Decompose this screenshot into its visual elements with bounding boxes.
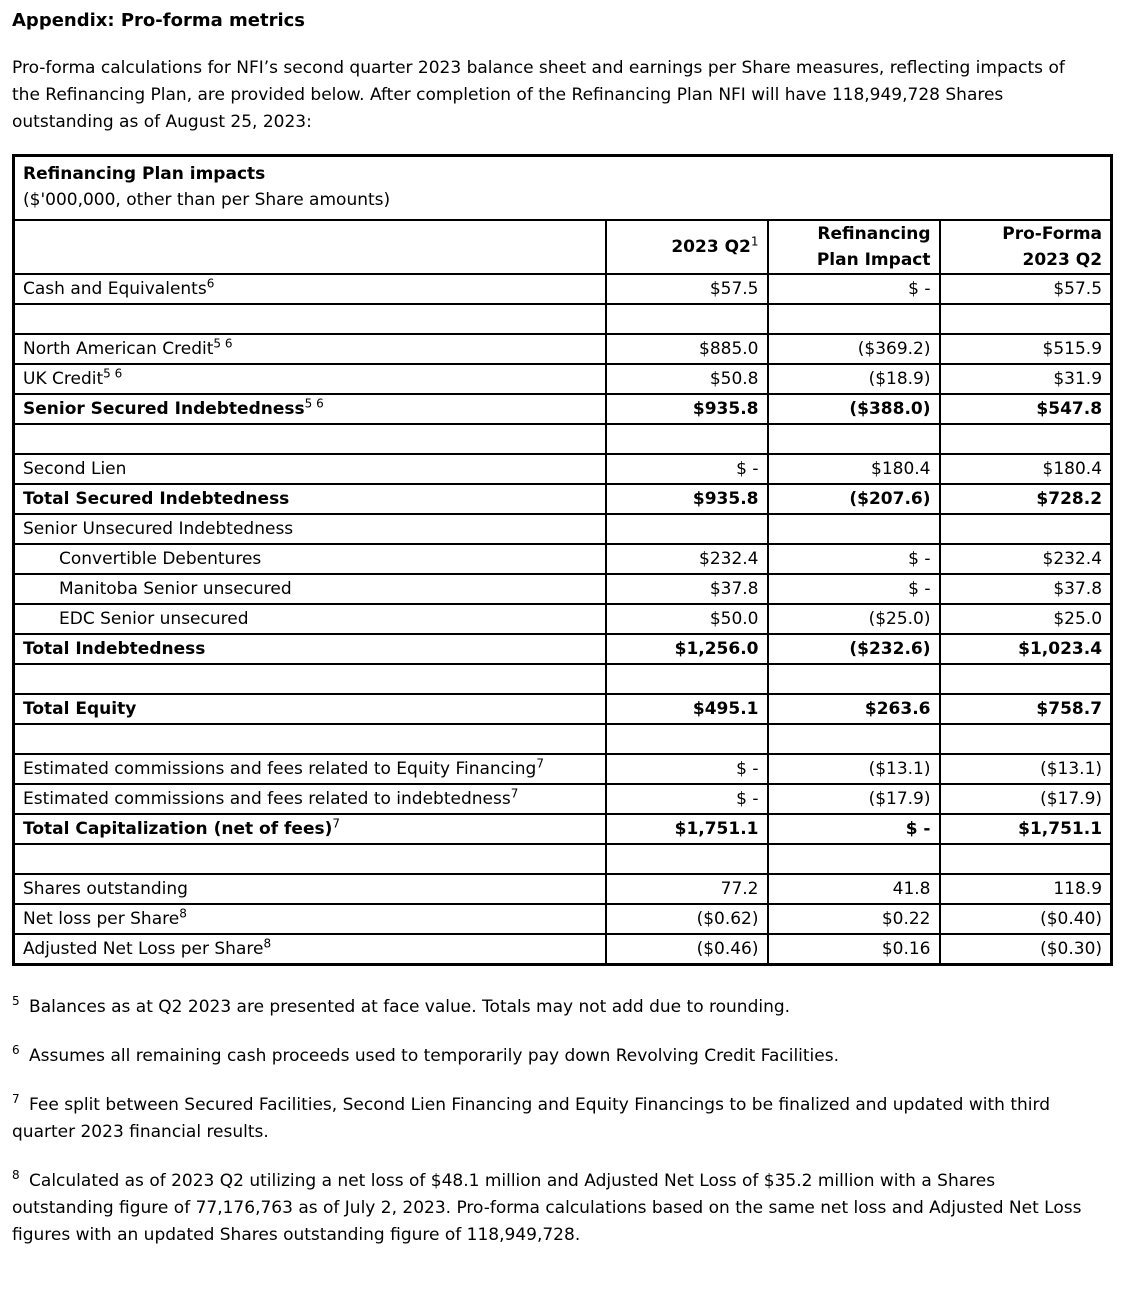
cell-2023-q2: $935.8 (606, 484, 768, 514)
cell-pro-forma: ($17.9) (940, 784, 1112, 814)
cell-2023-q2 (606, 304, 768, 334)
footnote-ref: 6 (206, 276, 215, 291)
cell-pro-forma: $758.7 (940, 694, 1112, 724)
table-row (14, 514, 1112, 544)
column-header-label: Refinancing (817, 224, 931, 244)
table-row (14, 634, 1112, 664)
column-header-label-line2: Plan Impact (816, 250, 931, 270)
footnote-number: 7 (12, 1091, 20, 1106)
row-label-text: Second Lien (23, 459, 127, 479)
footnote-ref: 5 6 (103, 366, 123, 381)
footnote: $^5$ Balances as at Q2 2023 are presented at face value. Totals may not add due to rounding. (12, 993, 791, 1017)
row-label (14, 664, 606, 694)
table-row (14, 304, 1112, 334)
cell-pro-forma: $57.5 (940, 274, 1112, 304)
footnote-number: 8 (12, 1167, 20, 1182)
row-label-text: Senior Unsecured Indebtedness (23, 519, 294, 539)
row-label-text: Estimated commissions and fees related to Equity Financing (23, 759, 537, 779)
cell-2023-q2: $37.8 (606, 574, 768, 604)
cell-pro-forma: $25.0 (940, 604, 1112, 634)
cell-plan-impact (768, 304, 940, 334)
row-label (14, 424, 606, 454)
row-label-text: Total Capitalization (net of fees) (23, 819, 333, 839)
table-row (14, 604, 1112, 634)
cell-plan-impact (768, 664, 940, 694)
table-row (14, 454, 1112, 484)
cell-pro-forma: ($13.1) (940, 754, 1112, 784)
row-label (14, 784, 606, 814)
intro-paragraph: Pro-forma calculations for NFI’s second quarter 2023 balance sheet and earnings per Share measures, reflecting impacts of the Refinancing Plan, are provided below. After completion of the Refinancing Plan NFI will have 118,949,728 Shares outstanding as of August 25, 2023: (12, 58, 1065, 132)
table-subtitle: ($'000,000, other than per Share amounts) (23, 190, 391, 210)
cell-2023-q2: ($0.62) (606, 904, 768, 934)
cell-pro-forma: $31.9 (940, 364, 1112, 394)
cell-2023-q2: $50.8 (606, 364, 768, 394)
cell-plan-impact (768, 424, 940, 454)
footnote-ref: 5 6 (304, 396, 324, 411)
row-label (14, 844, 606, 874)
row-label-text: Total Equity (23, 699, 137, 719)
footnote-ref: 5 6 (213, 336, 233, 351)
row-label-text: Estimated commissions and fees related to indebtedness (23, 789, 511, 809)
table-title-cell (14, 156, 1112, 221)
row-label (14, 814, 606, 844)
cell-2023-q2: $57.5 (606, 274, 768, 304)
footnote: $^8$ Calculated as of 2023 Q2 utilizing a net loss of $48.1 million and Adjusted Net Loss of $35.2 million with a Shares outstanding figure of 77,176,763 as of July 2, 2023. Pro-forma calculations based on the same net loss and Adjusted Net Loss figures with an updated Shares outstanding figure of 118,949,728. (12, 1167, 1082, 1245)
cell-plan-impact: ($232.6) (768, 634, 940, 664)
column-header-pro-forma-2023-q2 (940, 220, 1112, 274)
table-row (14, 574, 1112, 604)
footnote-ref: 8 (179, 906, 187, 921)
cell-2023-q2 (606, 514, 768, 544)
cell-plan-impact: $0.22 (768, 904, 940, 934)
cell-plan-impact: $ - (768, 574, 940, 604)
row-label-text: EDC Senior unsecured (59, 609, 249, 629)
cell-2023-q2: $ - (606, 754, 768, 784)
cell-2023-q2: $ - (606, 454, 768, 484)
row-label (14, 364, 606, 394)
footnote-number: 6 (12, 1042, 20, 1057)
cell-plan-impact (768, 514, 940, 544)
cell-2023-q2: $1,751.1 (606, 814, 768, 844)
cell-pro-forma: ($0.40) (940, 904, 1112, 934)
row-label-text: Manitoba Senior unsecured (59, 579, 292, 599)
row-label-text: Net loss per Share (23, 909, 180, 929)
table-row (14, 754, 1112, 784)
table-row (14, 544, 1112, 574)
cell-plan-impact (768, 844, 940, 874)
proforma-table (12, 154, 1113, 966)
cell-pro-forma (940, 664, 1112, 694)
cell-plan-impact: $180.4 (768, 454, 940, 484)
table-row (14, 364, 1112, 394)
cell-plan-impact: ($13.1) (768, 754, 940, 784)
table-title-row (14, 156, 1112, 221)
row-label (14, 514, 606, 544)
cell-pro-forma: $515.9 (940, 334, 1112, 364)
cell-2023-q2 (606, 424, 768, 454)
row-label (14, 334, 606, 364)
cell-pro-forma (940, 844, 1112, 874)
table-row (14, 724, 1112, 754)
table-title: Refinancing Plan impacts (23, 164, 266, 184)
column-header-footnote-ref: 1 (750, 234, 759, 249)
row-label-text: Convertible Debentures (59, 549, 262, 569)
cell-plan-impact: $0.16 (768, 934, 940, 964)
row-label-text: UK Credit (23, 369, 104, 389)
table-row (14, 274, 1112, 304)
cell-plan-impact (768, 724, 940, 754)
row-label-text: Senior Secured Indebtedness (23, 399, 305, 419)
row-label-text: Adjusted Net Loss per Share (23, 938, 264, 959)
footnote-ref: 7 (332, 816, 341, 831)
row-label (14, 274, 606, 304)
table-row (14, 784, 1112, 814)
row-label (14, 904, 606, 934)
row-label (14, 934, 606, 964)
footnote-ref: 7 (536, 756, 544, 771)
cell-pro-forma: ($0.30) (940, 934, 1112, 964)
cell-pro-forma: $728.2 (940, 484, 1112, 514)
table-row (14, 334, 1112, 364)
cell-2023-q2: 77.2 (606, 874, 768, 904)
footnote-number: 5 (12, 993, 20, 1008)
cell-plan-impact: $ - (768, 814, 940, 844)
cell-2023-q2: $885.0 (606, 334, 768, 364)
cell-plan-impact: ($369.2) (768, 334, 940, 364)
cell-pro-forma: $1,023.4 (940, 634, 1112, 664)
cell-plan-impact: $263.6 (768, 694, 940, 724)
cell-plan-impact: ($18.9) (768, 364, 940, 394)
cell-2023-q2: $495.1 (606, 694, 768, 724)
cell-pro-forma: $232.4 (940, 544, 1112, 574)
cell-pro-forma (940, 424, 1112, 454)
table-row (14, 844, 1112, 874)
table-row (14, 934, 1112, 964)
row-label (14, 574, 606, 604)
footnote-ref: 8 (263, 936, 272, 951)
table-row (14, 664, 1112, 694)
cell-plan-impact: ($17.9) (768, 784, 940, 814)
row-label (14, 634, 606, 664)
cell-plan-impact: ($25.0) (768, 604, 940, 634)
table-row (14, 904, 1112, 934)
row-label-text: Cash and Equivalents (23, 279, 207, 299)
column-header-row (14, 220, 1112, 274)
cell-2023-q2: $232.4 (606, 544, 768, 574)
table-row (14, 694, 1112, 724)
footnote: $^7$ Fee split between Secured Facilities, Second Lien Financing and Equity Financings to be finalized and updated with third quarter 2023 financial results. (12, 1091, 1050, 1142)
column-header-empty (14, 220, 606, 274)
row-label-text: Total Secured Indebtedness (23, 489, 290, 509)
cell-plan-impact: ($388.0) (768, 394, 940, 424)
cell-2023-q2: $935.8 (606, 394, 768, 424)
row-label-text: Shares outstanding (23, 879, 188, 899)
column-header-label-line2: 2023 Q2 (1022, 250, 1103, 270)
cell-2023-q2: ($0.46) (606, 934, 768, 964)
cell-2023-q2: $50.0 (606, 604, 768, 634)
column-header-2023-q2 (606, 220, 768, 274)
row-label (14, 454, 606, 484)
row-label (14, 394, 606, 424)
cell-2023-q2: $ - (606, 784, 768, 814)
row-label (14, 484, 606, 514)
row-label (14, 874, 606, 904)
cell-pro-forma: $1,751.1 (940, 814, 1112, 844)
column-header-refinancing-plan-impact (768, 220, 940, 274)
row-label (14, 544, 606, 574)
row-label-text: Total Indebtedness (23, 639, 206, 659)
footnotes (12, 994, 1110, 1249)
cell-plan-impact: $ - (768, 274, 940, 304)
footnote-ref: 7 (510, 786, 519, 801)
table-row (14, 874, 1112, 904)
row-label (14, 694, 606, 724)
row-label (14, 754, 606, 784)
cell-pro-forma (940, 304, 1112, 334)
cell-pro-forma (940, 724, 1112, 754)
cell-2023-q2 (606, 724, 768, 754)
table-body (14, 274, 1112, 964)
page-title: Appendix: Pro-forma metrics (12, 10, 306, 31)
cell-pro-forma: $547.8 (940, 394, 1112, 424)
row-label (14, 724, 606, 754)
row-label-text: North American Credit (23, 339, 214, 359)
cell-plan-impact: 41.8 (768, 874, 940, 904)
cell-2023-q2 (606, 844, 768, 874)
table-row (14, 394, 1112, 424)
cell-pro-forma: 118.9 (940, 874, 1112, 904)
footnote: $^6$ Assumes all remaining cash proceeds used to temporarily pay down Revolving Credit Facilities. (12, 1042, 839, 1066)
cell-plan-impact: $ - (768, 544, 940, 574)
cell-pro-forma (940, 514, 1112, 544)
row-label (14, 604, 606, 634)
table-row (14, 424, 1112, 454)
cell-2023-q2: $1,256.0 (606, 634, 768, 664)
cell-2023-q2 (606, 664, 768, 694)
cell-pro-forma: $37.8 (940, 574, 1112, 604)
cell-pro-forma: $180.4 (940, 454, 1112, 484)
column-header-label: 2023 Q2 (671, 237, 751, 257)
table-row (14, 814, 1112, 844)
column-header-label: Pro-Forma (1002, 224, 1103, 244)
cell-plan-impact: ($207.6) (768, 484, 940, 514)
row-label (14, 304, 606, 334)
table-row (14, 484, 1112, 514)
